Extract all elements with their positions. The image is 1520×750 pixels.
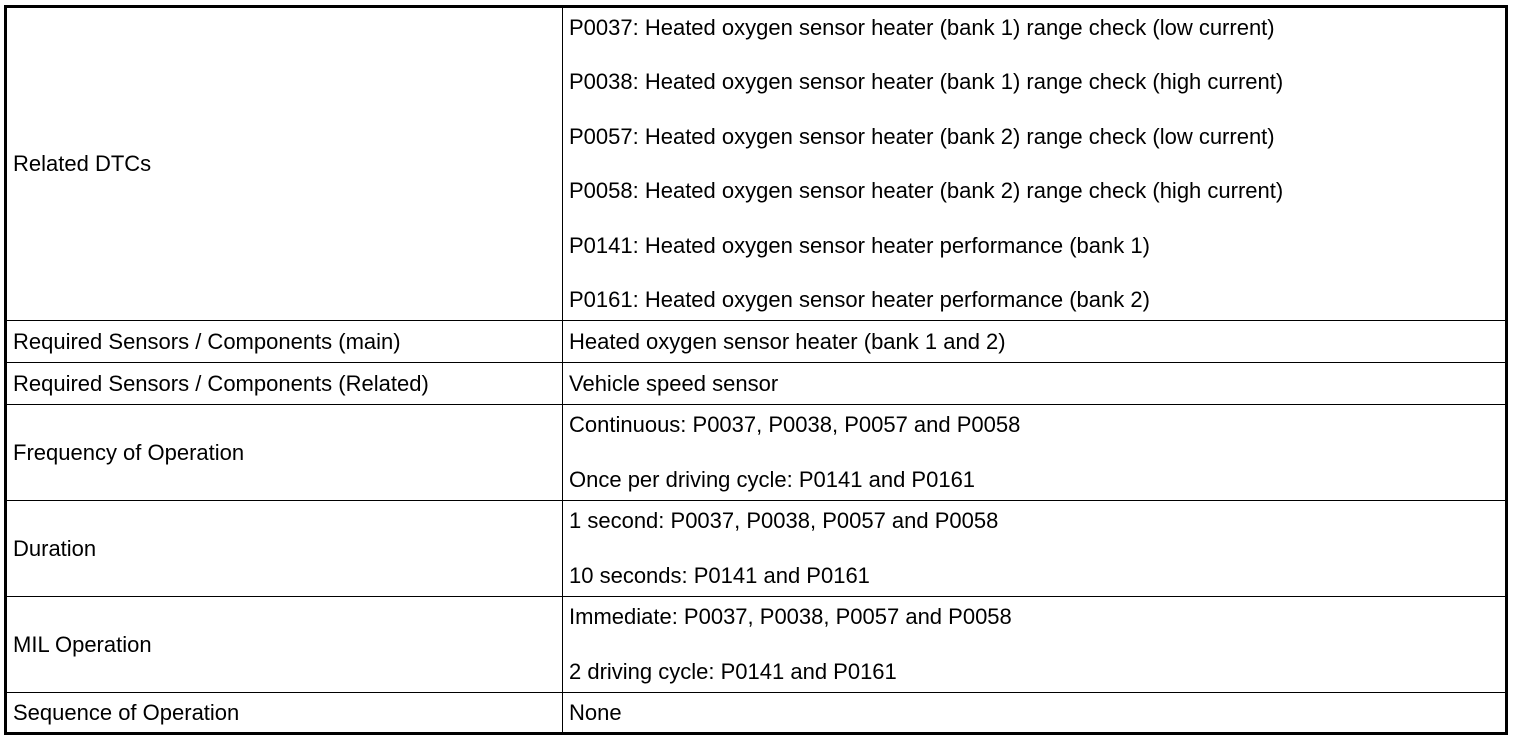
table-row-required-related [6,363,1507,405]
value-line: Vehicle speed sensor [569,370,779,396]
table-row-mil-operation [6,597,1507,693]
row-value [563,363,1507,405]
row-value [563,597,1507,693]
value-line: Heated oxygen sensor heater (bank 1 and 2) [569,328,1006,354]
dtc-entry: P0038: Heated oxygen sensor heater (bank 1) range check (high current) [569,69,1284,95]
row-value [563,405,1507,501]
value-line: 1 second: P0037, P0038, P0057 and P0058 [569,508,999,533]
dtc-entry: P0141: Heated oxygen sensor heater performance (bank 1) [569,232,1150,258]
table-row-frequency [6,405,1507,501]
monitor-spec-table [4,5,1508,735]
row-label: Related DTCs [6,7,563,321]
table-row-required-main [6,321,1507,363]
row-label: Required Sensors / Components (main) [6,321,563,363]
dtc-entry: P0057: Heated oxygen sensor heater (bank 2) range check (low current) [569,123,1275,149]
row-label: Duration [6,501,563,597]
value-line: None [569,699,622,725]
row-label: Required Sensors / Components (Related) [6,363,563,405]
dtc-entry: P0161: Heated oxygen sensor heater performance (bank 2) [569,287,1150,313]
row-value [563,693,1507,734]
row-value [563,7,1507,321]
value-line: Immediate: P0037, P0038, P0057 and P0058 [569,604,1012,629]
value-line: 10 seconds: P0141 and P0161 [569,563,870,588]
row-value [563,501,1507,597]
dtc-entry: P0058: Heated oxygen sensor heater (bank 2) range check (high current) [569,178,1284,204]
row-value [563,321,1507,363]
row-label: Sequence of Operation [6,693,563,734]
table-row-sequence [6,693,1507,734]
value-line: Once per driving cycle: P0141 and P0161 [569,467,976,492]
table-row-related-dtcs [6,7,1507,321]
row-label: Frequency of Operation [6,405,563,501]
table-row-duration [6,501,1507,597]
value-line: Continuous: P0037, P0038, P0057 and P0058 [569,412,1021,437]
value-line: 2 driving cycle: P0141 and P0161 [569,659,897,684]
dtc-entry: P0037: Heated oxygen sensor heater (bank 1) range check (low current) [569,14,1275,40]
row-label: MIL Operation [6,597,563,693]
